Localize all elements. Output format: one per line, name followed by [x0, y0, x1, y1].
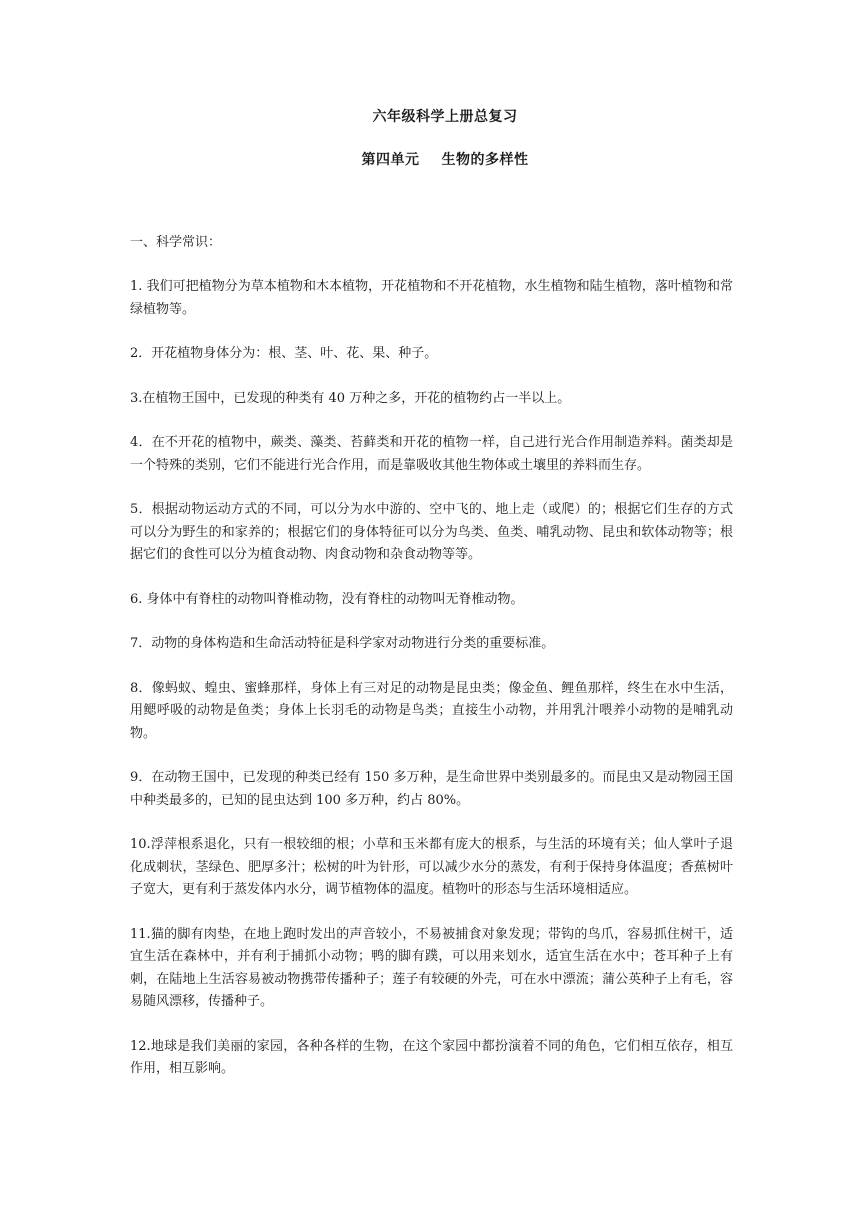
- paragraph-12: 12.地球是我们美丽的家园，各种各样的生物，在这个家园中都扮演着不同的角色，它们相互依存，相互作用，相互影响。: [130, 1038, 733, 1076]
- paragraph-7: 7．动物的身体构造和生命活动特征是科学家对动物进行分类的重要标准。: [130, 636, 555, 651]
- paragraph-5: 5．根据动物运动方式的不同，可以分为水中游的、空中飞的、地上走（或爬）的；根据它们生存的方式可以分为野生的和家养的；根据它们的身体特征可以分为鸟类、鱼类、哺乳动物、昆虫和软体动物等；根据它们的食性可以分为植食动物、肉食动物和杂食动物等等。: [130, 502, 733, 562]
- paragraph-10: 10.浮萍根系退化，只有一根较细的根；小草和玉米都有庞大的根系，与生活的环境有关；仙人掌叶子退化成刺状，茎绿色、肥厚多汁；松树的叶为针形，可以减少水分的蒸发，有利于保持身体温度；香蕉树叶子宽大，更有利于蒸发体内水分，调节植物体的温度。植物叶的形态与生活环境相适应。: [130, 837, 733, 897]
- paragraph-3: 3.在植物王国中，已发现的种类有 40 万种之多，开花的植物约占一半以上。: [130, 390, 571, 406]
- paragraph-11: 11.猫的脚有肉垫，在地上跑时发出的声音较小，不易被捕食对象发现；带钩的鸟爪，容易抓住树干，适宜生活在森林中，并有利于捕抓小动物；鸭的脚有蹼，可以用来划水，适宜生活在水中；苍耳种子上有刺，在陆地上生活容易被动物携带传播种子；莲子有较硬的外壳，可在水中漂流；蒲公英种子上有毛，容易随风漂移，传播种子。: [130, 926, 733, 1009]
- paragraph-4: 4．在不开花的植物中，蕨类、藻类、苔藓类和开花的植物一样，自己进行光合作用制造养料。菌类却是一个特殊的类别，它们不能进行光合作用，而是靠吸收其他生物体或土壤里的养料而生存。: [130, 435, 733, 473]
- unit-name: 生物的多样性: [441, 152, 529, 168]
- document-title: 六年级科学上册总复习: [372, 109, 518, 125]
- paragraph-2: 2．开花植物身体分为：根、茎、叶、花、果、种子。: [130, 346, 438, 361]
- paragraph-8: 8．像蚂蚁、蝗虫、蜜蜂那样，身体上有三对足的动物是昆虫类；像金鱼、鲤鱼那样，终生在水中生活，用鳃呼吸的动物是鱼类；身体上长羽毛的动物是鸟类；直接生小动物，并用乳汁喂养小动物的是哺乳动物。: [130, 680, 733, 741]
- paragraph-6: 6. 身体中有脊柱的动物叫脊椎动物，没有脊柱的动物叫无脊椎动物。: [130, 591, 524, 607]
- unit-title: [0, 149, 860, 169]
- unit-label: 第四单元: [361, 152, 420, 168]
- document-body: [130, 232, 733, 1103]
- paragraph-1: 1. 我们可把植物分为草本植物和木本植物，开花植物和不开花植物，水生植物和陆生植物，落叶植物和常绿植物等。: [130, 279, 733, 317]
- section-heading: 一、科学常识：: [130, 235, 222, 250]
- paragraph-9: 9．在动物王国中，已发现的种类已经有 150 多万种，是生命世界中类别最多的。而昆虫又是动物园王国中种类最多的，已知的昆虫达到 100 多万种，约占 80%。: [130, 770, 733, 808]
